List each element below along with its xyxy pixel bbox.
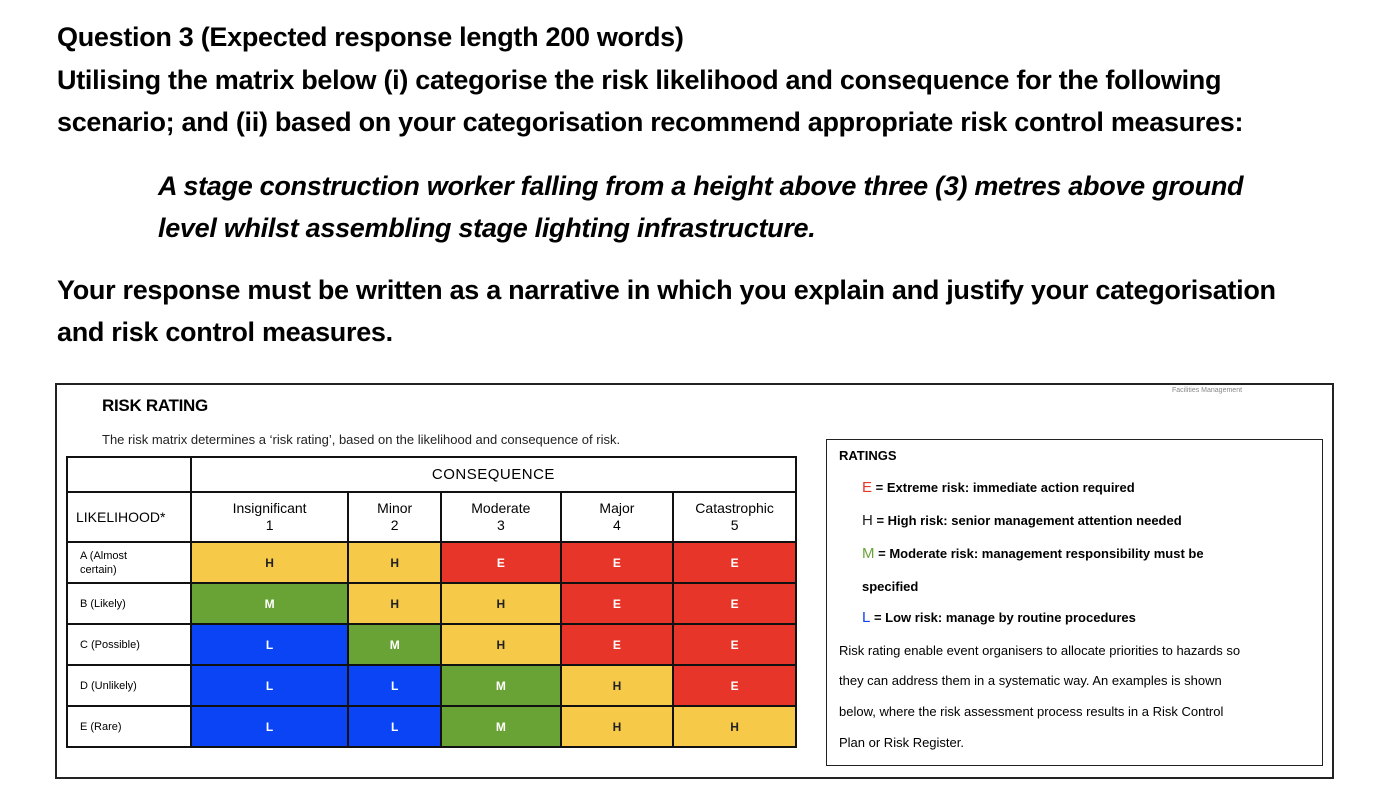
risk-cell: H bbox=[348, 583, 441, 624]
risk-rating-title: RISK RATING bbox=[102, 396, 208, 415]
rating-letter-m: M bbox=[862, 545, 875, 562]
likelihood-header: LIKELIHOOD* bbox=[67, 492, 191, 542]
risk-cell: H bbox=[561, 665, 674, 706]
risk-cell: L bbox=[191, 624, 349, 665]
consequence-col: Major 4 bbox=[561, 492, 674, 542]
risk-cell: M bbox=[441, 706, 561, 747]
rating-letter-e: E bbox=[862, 479, 873, 496]
scenario-line-1: A stage construction worker falling from a height above three (3) metres above ground bbox=[158, 171, 1244, 201]
risk-cell: L bbox=[348, 706, 441, 747]
ratings-note-3: below, where the risk assessment process results in a Risk Control bbox=[839, 704, 1224, 719]
question-instruction-line-2: scenario; and (ii) based on your categorisation recommend appropriate risk control measures: bbox=[57, 107, 1244, 137]
likelihood-label: B (Likely) bbox=[67, 583, 191, 624]
risk-cell: E bbox=[561, 583, 674, 624]
question-title: Question 3 (Expected response length 200 words) bbox=[57, 22, 684, 52]
matrix-row bbox=[67, 706, 796, 747]
rating-moderate-cont: specified bbox=[862, 579, 919, 594]
risk-matrix bbox=[66, 456, 797, 748]
rating-letter-l: L bbox=[862, 609, 871, 626]
matrix-row bbox=[67, 542, 796, 583]
risk-cell: L bbox=[348, 665, 441, 706]
figure-watermark: Facilities Management bbox=[1172, 387, 1243, 394]
risk-cell: E bbox=[673, 542, 796, 583]
risk-cell: H bbox=[561, 706, 674, 747]
ratings-note-1: Risk rating enable event organisers to allocate priorities to hazards so bbox=[839, 643, 1241, 658]
matrix-row bbox=[67, 624, 796, 665]
matrix-row bbox=[67, 583, 796, 624]
consequence-col: Catastrophic 5 bbox=[673, 492, 796, 542]
likelihood-label: D (Unlikely) bbox=[67, 665, 191, 706]
risk-cell: H bbox=[191, 542, 349, 583]
risk-cell: H bbox=[673, 706, 796, 747]
response-instruction-line-2: and risk control measures. bbox=[57, 317, 393, 347]
rating-letter-h: H bbox=[862, 512, 873, 529]
risk-cell: L bbox=[191, 706, 349, 747]
risk-rating-description: The risk matrix determines a ‘risk rating’, based on the likelihood and consequence of risk. bbox=[102, 432, 621, 447]
risk-cell: E bbox=[673, 665, 796, 706]
ratings-note-2: they can address them in a systematic way. An examples is shown bbox=[839, 673, 1222, 688]
consequence-col: Minor 2 bbox=[348, 492, 441, 542]
rating-extreme: E = Extreme risk: immediate action required bbox=[862, 479, 1135, 496]
question-instruction-line-1: Utilising the matrix below (i) categorise the risk likelihood and consequence for the following bbox=[57, 65, 1222, 95]
matrix-corner bbox=[67, 457, 191, 492]
ratings-note-4: Plan or Risk Register. bbox=[839, 735, 964, 750]
risk-cell: E bbox=[441, 542, 561, 583]
risk-cell: E bbox=[673, 624, 796, 665]
rating-low: L = Low risk: manage by routine procedures bbox=[862, 609, 1136, 626]
rating-moderate: M = Moderate risk: management responsibility must be bbox=[862, 545, 1204, 562]
risk-cell: H bbox=[348, 542, 441, 583]
ratings-panel bbox=[826, 439, 1323, 766]
risk-cell: M bbox=[348, 624, 441, 665]
likelihood-label: C (Possible) bbox=[67, 624, 191, 665]
consequence-col: Insignificant 1 bbox=[191, 492, 349, 542]
risk-cell: E bbox=[673, 583, 796, 624]
response-instruction-line-1: Your response must be written as a narrative in which you explain and justify your categorisation bbox=[57, 275, 1276, 305]
likelihood-label: E (Rare) bbox=[67, 706, 191, 747]
matrix-row bbox=[67, 665, 796, 706]
risk-cell: H bbox=[441, 624, 561, 665]
consequence-header: CONSEQUENCE bbox=[191, 457, 796, 492]
ratings-title: RATINGS bbox=[839, 448, 897, 463]
risk-cell: M bbox=[191, 583, 349, 624]
consequence-col: Moderate 3 bbox=[441, 492, 561, 542]
risk-cell: M bbox=[441, 665, 561, 706]
risk-cell: E bbox=[561, 624, 674, 665]
risk-cell: H bbox=[441, 583, 561, 624]
rating-high: H = High risk: senior management attention needed bbox=[862, 512, 1182, 529]
likelihood-label: A (Almost certain) bbox=[67, 542, 191, 583]
risk-cell: L bbox=[191, 665, 349, 706]
risk-cell: E bbox=[561, 542, 674, 583]
scenario-line-2: level whilst assembling stage lighting infrastructure. bbox=[158, 213, 816, 243]
